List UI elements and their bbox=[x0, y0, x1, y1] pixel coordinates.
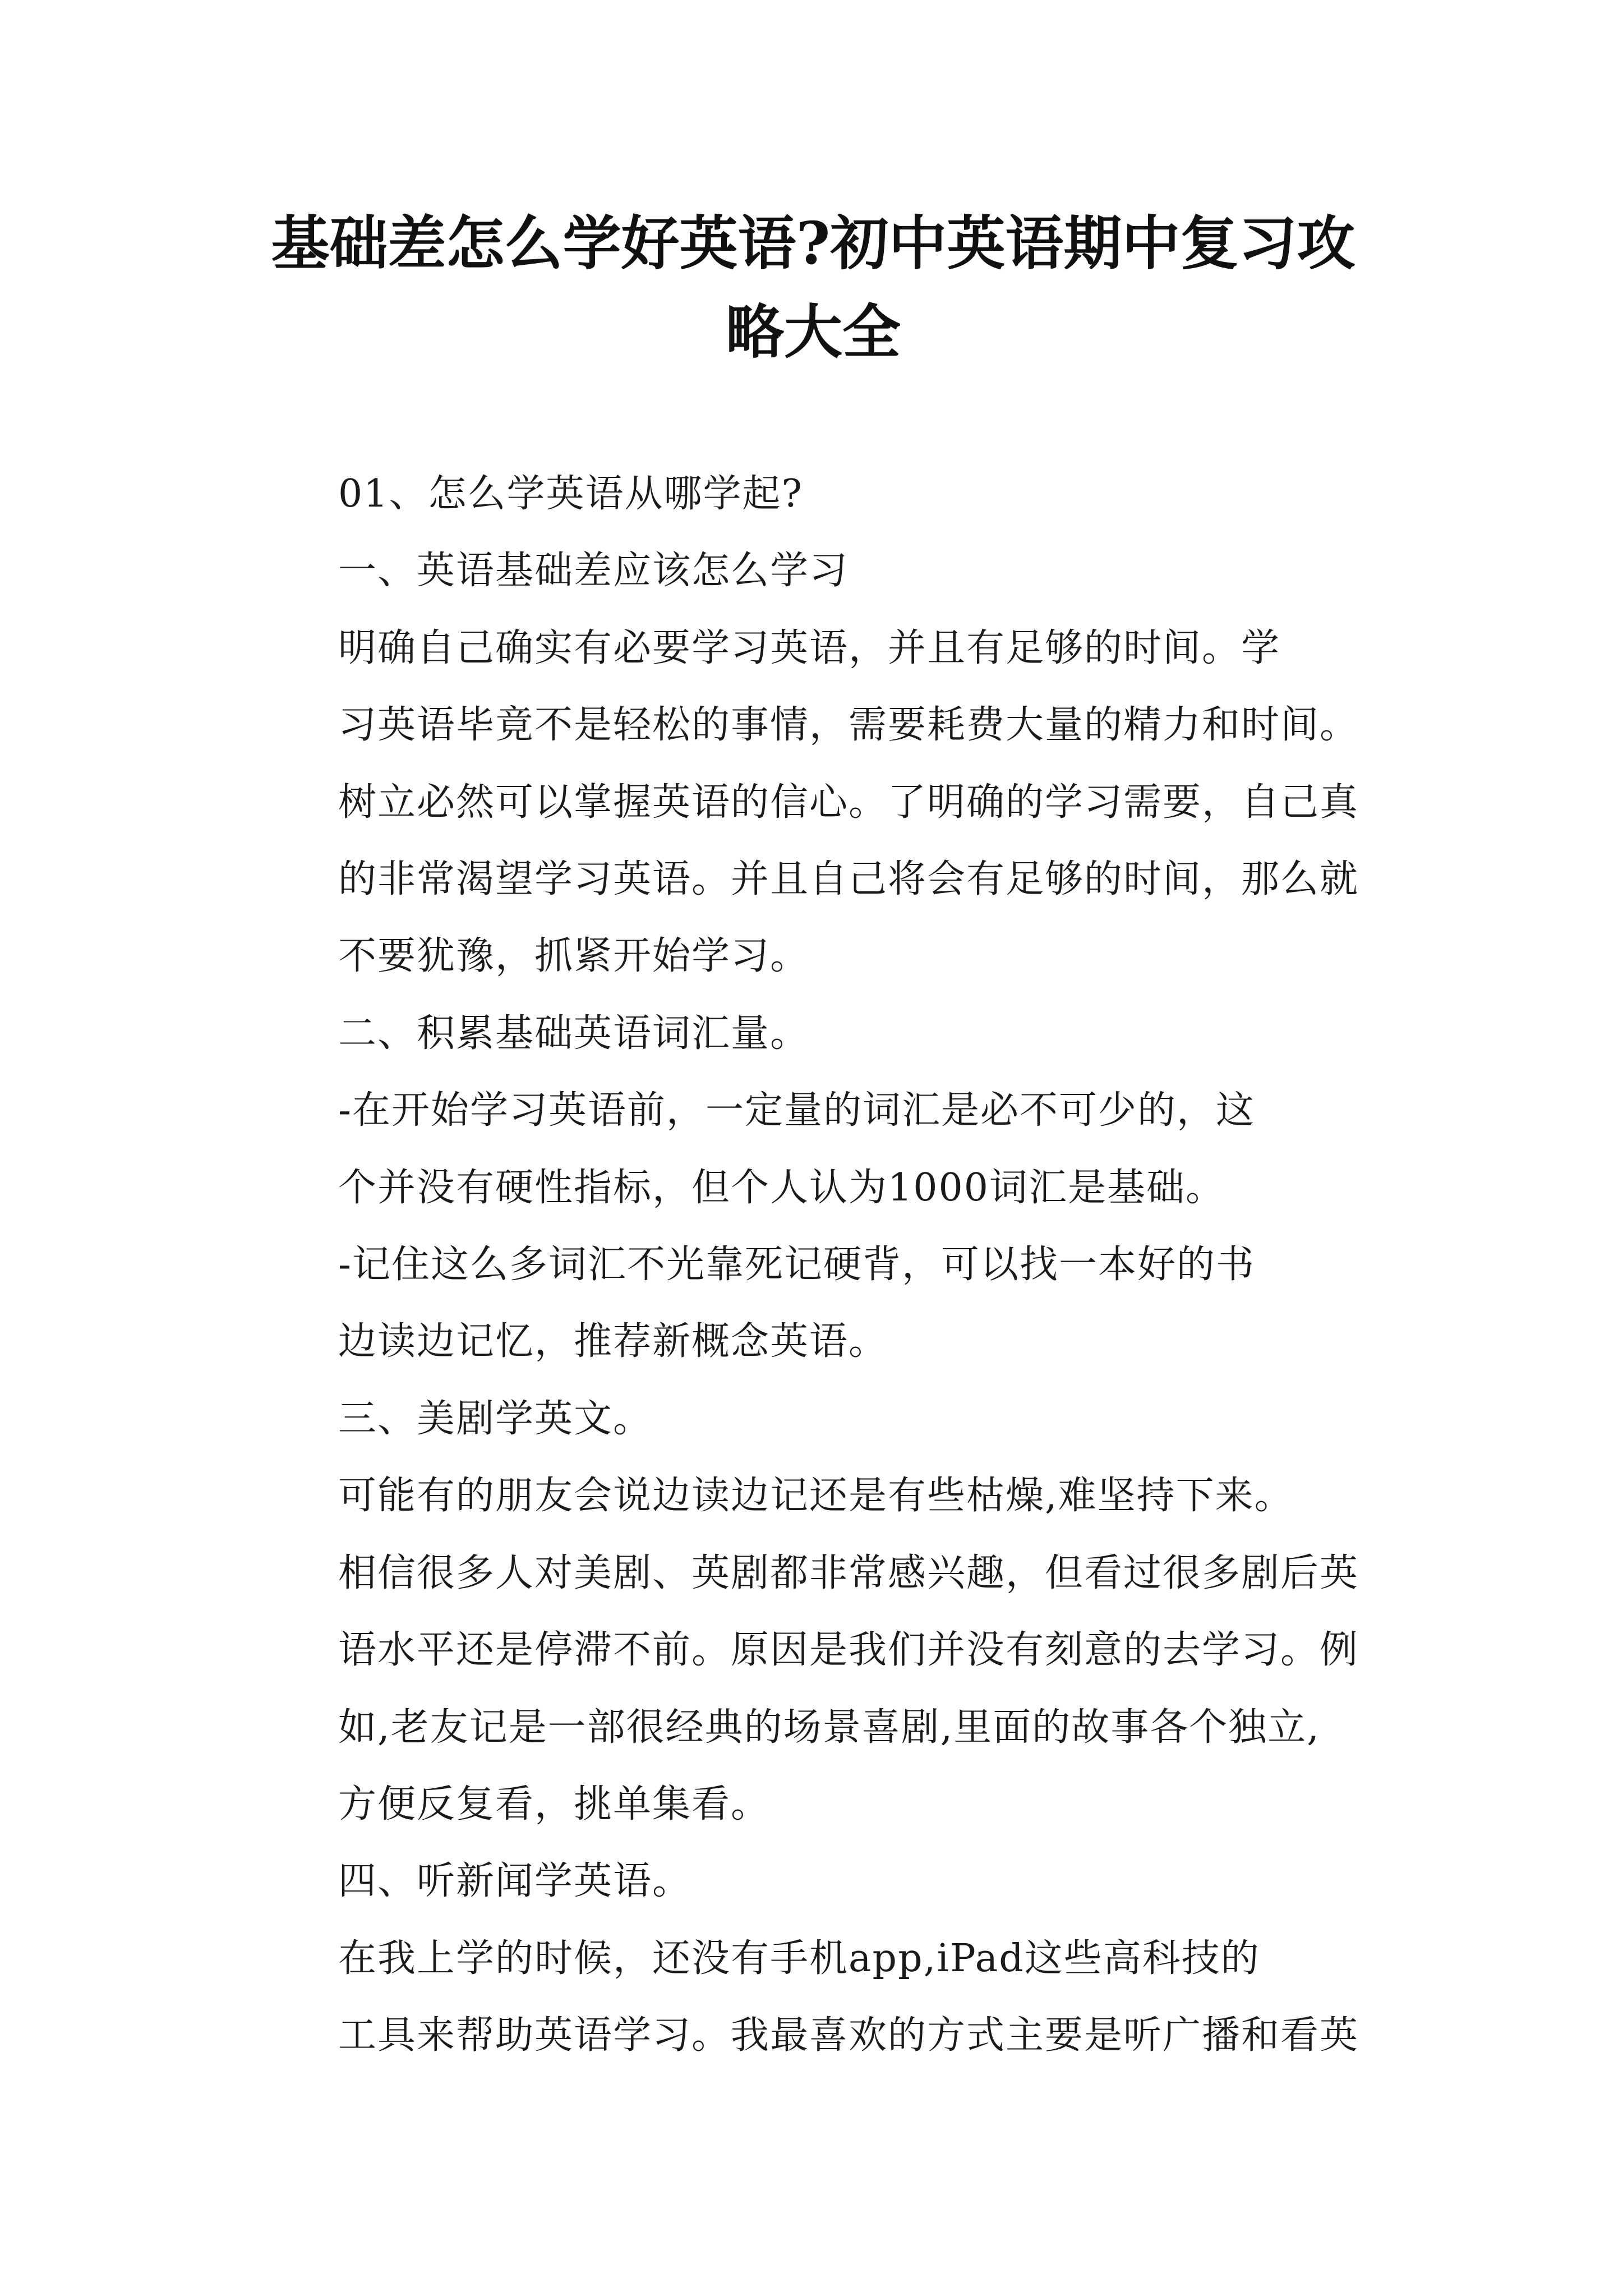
text-line: 习英语毕竟不是轻松的事情，需要耗费大量的精力和时间。 bbox=[338, 703, 1359, 748]
text-line: 语水平还是停滞不前。原因是我们并没有刻意的去学习。例 bbox=[338, 1628, 1359, 1673]
document-title bbox=[236, 199, 1391, 376]
paragraph bbox=[250, 995, 1377, 1072]
text-line: 个并没有硬性指标，但个人认为1000词汇是基础。 bbox=[338, 1165, 1225, 1210]
paragraph bbox=[250, 1843, 1377, 1920]
text-line: -记住这么多词汇不光靠死记硬背，可以找一本好的书 bbox=[338, 1243, 1255, 1287]
text-line: 如,老友记是一部很经典的场景喜剧,里面的故事各个独立, bbox=[338, 1705, 1320, 1750]
document-body bbox=[250, 455, 1377, 2074]
text-line: 边读边记忆，推荐新概念英语。 bbox=[338, 1319, 888, 1364]
title-line: 略大全 bbox=[725, 297, 901, 366]
text-line: 三、美剧学英文。 bbox=[338, 1396, 653, 1441]
text-line: 01、怎么学英语从哪学起? bbox=[338, 472, 803, 516]
text-line: -在开始学习英语前，一定量的词汇是必不可少的，这 bbox=[338, 1088, 1255, 1133]
text-line: 可能有的朋友会说边读边记还是有些枯燥,难坚持下来。 bbox=[338, 1474, 1294, 1519]
text-line: 相信很多人对美剧、英剧都非常感兴趣，但看过很多剧后英 bbox=[338, 1550, 1359, 1595]
paragraph bbox=[250, 532, 1377, 609]
text-line: 一、英语基础差应该怎么学习 bbox=[338, 549, 849, 593]
paragraph bbox=[250, 1226, 1377, 1381]
text-line: 不要犹豫，抓紧开始学习。 bbox=[338, 934, 810, 979]
text-line: 明确自己确实有必要学习英语，并且有足够的时间。学 bbox=[338, 625, 1281, 670]
text-line: 四、听新闻学英语。 bbox=[338, 1859, 692, 1904]
text-line: 的非常渴望学习英语。并且自己将会有足够的时间，那么就 bbox=[338, 857, 1359, 902]
title-line: 基础差怎么学好英语?初中英语期中复习攻 bbox=[271, 209, 1355, 278]
text-line: 二、积累基础英语词汇量。 bbox=[338, 1011, 810, 1056]
text-line: 在我上学的时候，还没有手机app,iPad这些高科技的 bbox=[338, 1936, 1260, 1981]
paragraph bbox=[250, 1457, 1377, 1843]
paragraph bbox=[250, 1381, 1377, 1457]
paragraph bbox=[250, 455, 1377, 532]
text-line: 方便反复看，挑单集看。 bbox=[338, 1782, 771, 1826]
paragraph bbox=[250, 610, 1377, 995]
paragraph bbox=[250, 1920, 1377, 2074]
paragraph bbox=[250, 1072, 1377, 1226]
text-line: 工具来帮助英语学习。我最喜欢的方式主要是听广播和看英 bbox=[338, 2013, 1359, 2058]
text-line: 树立必然可以掌握英语的信心。了明确的学习需要，自己真 bbox=[338, 780, 1359, 825]
